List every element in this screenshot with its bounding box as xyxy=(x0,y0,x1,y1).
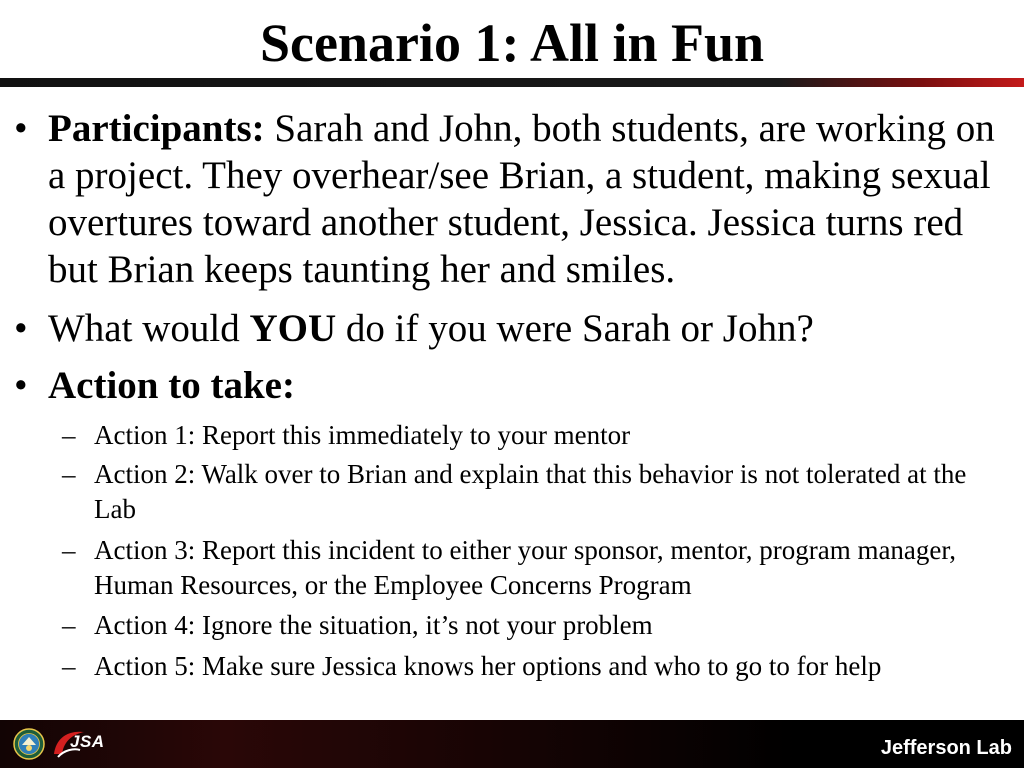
action-line: Action 1: Report this immediately to your mentor xyxy=(94,420,631,450)
participants-label: Participants: xyxy=(48,107,265,150)
dash-marker: – xyxy=(62,651,76,681)
bullet-line xyxy=(48,152,1024,199)
bullet-text: but Brian keeps taunting her and smiles. xyxy=(48,248,676,291)
bullet-line xyxy=(48,246,1024,293)
bullet-participants xyxy=(0,105,1024,293)
slide-title: Scenario 1: All in Fun xyxy=(259,13,765,73)
action-line: Lab xyxy=(94,494,136,524)
bullet-marker: • xyxy=(14,307,28,350)
action-item-2 xyxy=(0,457,1024,527)
action-item-4 xyxy=(0,608,1024,643)
bullet-text: Sarah and John, both students, are working on xyxy=(274,107,995,150)
action-line: Action 5: Make sure Jessica knows her options and who to go to for help xyxy=(94,651,882,681)
action-line: Human Resources, or the Employee Concerns Program xyxy=(94,570,692,600)
bullet-line xyxy=(48,199,1024,246)
question-text-after: do if you were Sarah or John? xyxy=(345,307,814,350)
dash-marker: – xyxy=(62,610,76,640)
bullet-question xyxy=(0,305,1024,352)
bullet-text: overtures toward another student, Jessica. Jessica turns red xyxy=(48,201,964,244)
action-item-5 xyxy=(0,649,1024,684)
jsa-logo-text: JSA xyxy=(70,732,105,751)
action-item-3 xyxy=(0,533,1024,603)
dash-marker: – xyxy=(62,535,76,565)
action-item-1 xyxy=(0,418,1024,453)
footer-bar xyxy=(0,720,1024,768)
question-text-before: What would xyxy=(48,307,240,350)
title-divider xyxy=(0,78,1024,87)
dash-marker: – xyxy=(62,459,76,489)
action-line: Action 2: Walk over to Brian and explain that this behavior is not tolerated at the xyxy=(94,459,967,489)
action-line: Action 4: Ignore the situation, it’s not your problem xyxy=(94,610,653,640)
jefferson-lab-logo-text: Jefferson Lab xyxy=(880,737,1012,759)
bullet-marker: • xyxy=(14,364,28,407)
bullet-action-heading xyxy=(0,362,1024,409)
jsa-logo xyxy=(50,724,110,764)
bullet-marker: • xyxy=(14,107,28,150)
bullet-line xyxy=(48,105,1024,152)
dash-marker: – xyxy=(62,420,76,450)
action-line: Action 3: Report this incident to either your sponsor, mentor, program manager, xyxy=(94,535,957,565)
bullet-line xyxy=(48,362,1024,409)
question-emphasis: YOU xyxy=(249,307,337,350)
action-heading-label: Action to take: xyxy=(48,364,295,407)
doe-seal-icon xyxy=(13,728,45,760)
bullet-text: a project. They overhear/see Brian, a student, making sexual xyxy=(48,154,991,197)
bullet-line xyxy=(48,305,1024,352)
